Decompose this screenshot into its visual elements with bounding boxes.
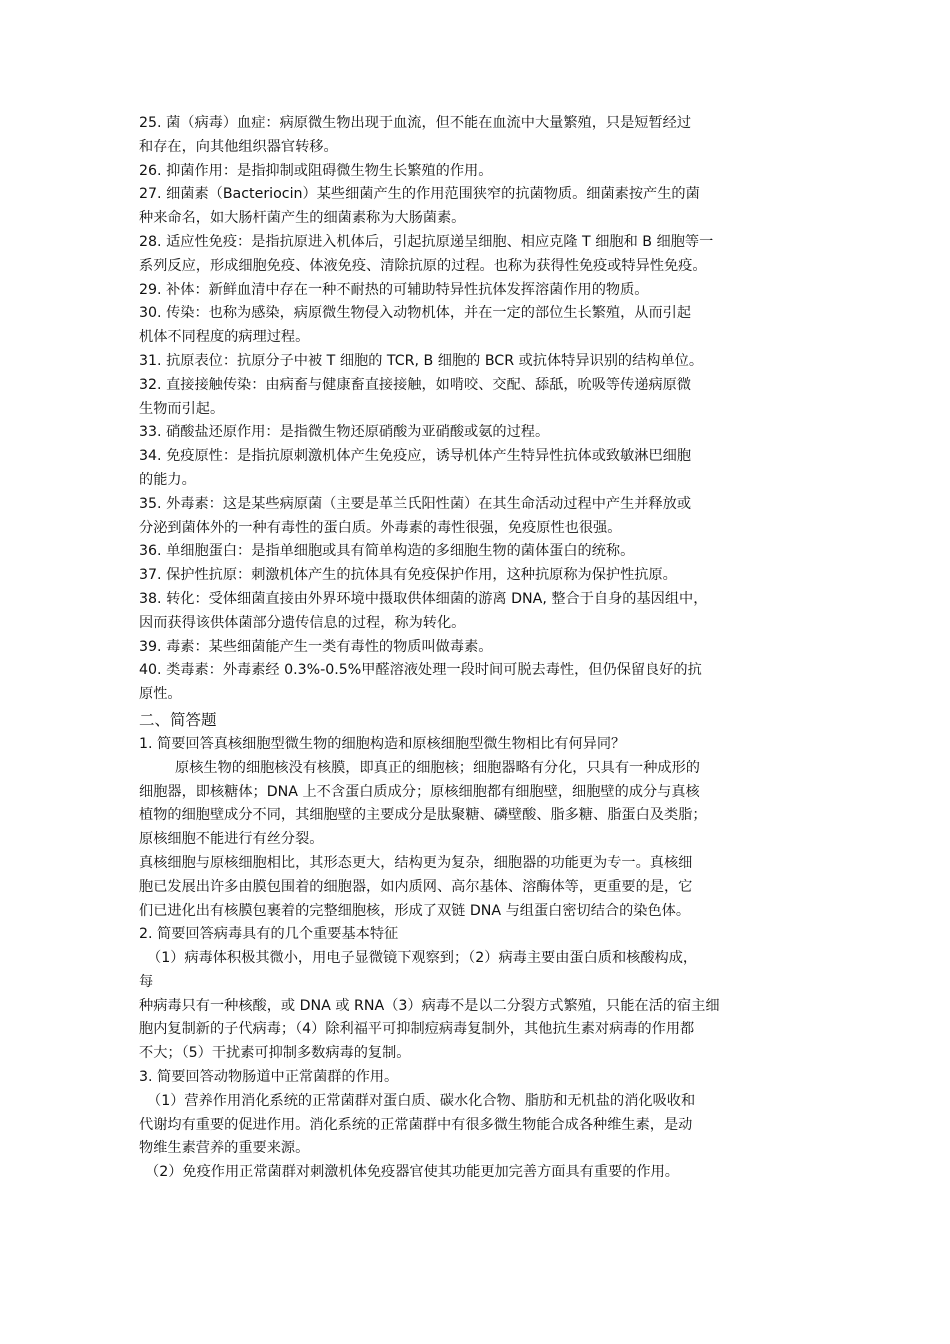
answer-line: 植物的细胞壁成分不同，其细胞壁的主要成分是肽聚糖、磷壁酸、脂多糖、脂蛋白及类脂； [139,807,707,824]
entry-continuation: 生物而引起。 [139,400,225,417]
entry-text: 38. 转化：受体细菌直接由外界环境中摄取供体细菌的游离 DNA, 整合于自身的基因组中， [139,590,708,607]
entry-text: 33. 硝酸盐还原作用：是指微生物还原硝酸为亚硝酸或氨的过程。 [139,424,550,441]
glossary-entry [139,445,820,493]
glossary-entry [139,636,820,660]
glossary-entry [139,588,820,636]
glossary-entry [139,279,820,303]
entry-text: 25. 菌（病毒）血症：病原微生物出现于血流，但不能在血流中大量繁殖，只是短暂经过 [139,115,692,131]
answer-line: 胞内复制新的子代病毒；（4）除利福平可抑制痘病毒复制外，其他抗生素对病毒的作用都 [139,1021,695,1038]
answer-line: 种病毒只有一种核酸，或 DNA 或 RNA（3）病毒不是以二分裂方式繁殖，只能在活的宿主细 [139,997,720,1014]
question-3 [139,1066,820,1185]
question-2 [139,923,820,1066]
glossary-entry [139,493,820,541]
entry-continuation: 因而获得该供体菌部分遗传信息的过程，称为转化。 [139,614,466,631]
glossary-entry [139,231,820,279]
entry-text: 37. 保护性抗原：刺激机体产生的抗体具有免疫保护作用，这种抗原称为保护性抗原。 [139,567,677,584]
answer-line: 代谢均有重要的促进作用。消化系统的正常菌群中有很多微生物能合成各种维生素，是动 [139,1116,693,1133]
entry-continuation: 原性。 [139,686,182,703]
answer-line: 原核细胞不能进行有丝分裂。 [139,831,324,848]
answer-line: 每 [139,973,154,990]
question-text: 1. 简要回答真核细胞型微生物的细胞构造和原核细胞型微生物相比有何异同？ [139,735,626,752]
entry-text: 36. 单细胞蛋白：是指单细胞或具有简单构造的多细胞生物的菌体蛋白的统称。 [139,543,635,560]
section-heading: 二、简答题 [139,710,217,729]
entry-text: 40. 类毒素：外毒素经 0.3%-0.5%甲醛溶液处理一段时间可脱去毒性，但仍保留良好的抗 [139,662,702,679]
glossary-entry [139,564,820,588]
glossary-entry [139,374,820,422]
answer-line: 们已进化出有核膜包裹着的完整细胞核，形成了双链 DNA 与组蛋白密切结合的染色体。 [139,902,691,919]
glossary-entry [139,659,820,707]
answer-line: 不大；（5）干扰素可抑制多数病毒的复制。 [139,1045,411,1062]
entry-continuation: 分泌到菌体外的一种有毒性的蛋白质。外毒素的毒性很强，免疫原性也很强。 [139,519,622,536]
entry-text: 31. 抗原表位：抗原分子中被 T 细胞的 TCR, B 细胞的 BCR 或抗体特异识别的结构单位。 [139,352,704,369]
glossary-entry [139,540,820,564]
entry-text: 27. 细菌素（Bacteriocin）某些细菌产生的作用范围狭窄的抗菌物质。细菌素按产生的菌 [139,186,700,203]
entry-text: 35. 外毒素：这是某些病原菌（主要是革兰氏阳性菌）在其生命活动过程中产生并释放或 [139,495,692,512]
entry-continuation: 机体不同程度的病理过程。 [139,329,310,346]
answer-line: 细胞器，即核糖体；DNA 上不含蛋白质成分；原核细胞都有细胞壁，细胞壁的成分与真核 [139,783,700,800]
entry-continuation: 系列反应，形成细胞免疫、体液免疫、清除抗原的过程。也称为获得性免疫或特异性免疫。 [139,257,707,274]
glossary-entry [139,302,820,350]
glossary-entry [139,112,820,160]
entry-text: 26. 抑菌作用：是指抑制或阻碍微生物生长繁殖的作用。 [139,162,493,179]
answer-line: 原核生物的细胞核没有核膜，即真正的细胞核；细胞器略有分化，只具有一种成形的 [175,759,700,776]
question-1 [139,733,820,923]
answer-line: （2）免疫作用正常菌群对刺激机体免疫器官使其功能更加完善方面具有重要的作用。 [145,1164,679,1181]
entry-continuation: 和存在，向其他组织器官转移。 [139,138,338,155]
glossary-entry [139,421,820,445]
answer-line: 真核细胞与原核细胞相比，其形态更大，结构更为复杂，细胞器的功能更为专一。真核细 [139,854,693,871]
entry-text: 30. 传染：也称为感染，病原微生物侵入动物机体，并在一定的部位生长繁殖，从而引起 [139,305,692,322]
answer-line: （1）营养作用消化系统的正常菌群对蛋白质、碳水化合物、脂肪和无机盐的消化吸收和 [147,1092,696,1109]
question-text: 3. 简要回答动物肠道中正常菌群的作用。 [139,1069,399,1086]
glossary-entry [139,160,820,184]
question-text: 2. 简要回答病毒具有的几个重要基本特征 [139,926,399,943]
entry-text: 32. 直接接触传染：由病畜与健康畜直接接触，如啃咬、交配、舔舐，吮吸等传递病原微 [139,376,692,393]
answer-line: （1）病毒体积极其微小，用电子显微镜下观察到；（2）病毒主要由蛋白质和核酸构成， [147,950,698,967]
entry-text: 29. 补体：新鲜血清中存在一种不耐热的可辅助特异性抗体发挥溶菌作用的物质。 [139,281,649,298]
answer-line: 物维生素营养的重要来源。 [139,1140,310,1157]
entry-continuation: 种来命名，如大肠杆菌产生的细菌素称为大肠菌素。 [139,210,466,227]
answer-line: 胞已发展出许多由膜包围着的细胞器，如内质网、高尔基体、溶酶体等，更重要的是，它 [139,878,693,895]
entry-text: 34. 免疫原性：是指抗原刺激机体产生免疫应，诱导机体产生特异性抗体或致敏淋巴细胞 [139,448,692,465]
glossary-entry [139,350,820,374]
entry-continuation: 的能力。 [139,471,196,488]
glossary-entry [139,183,820,231]
entry-text: 28. 适应性免疫：是指抗原进入机体后，引起抗原递呈细胞、相应克隆 T 细胞和 B 细胞等一 [139,233,714,250]
entry-text: 39. 毒素：某些细菌能产生一类有毒性的物质叫做毒素。 [139,638,493,655]
glossary-list [139,112,820,707]
